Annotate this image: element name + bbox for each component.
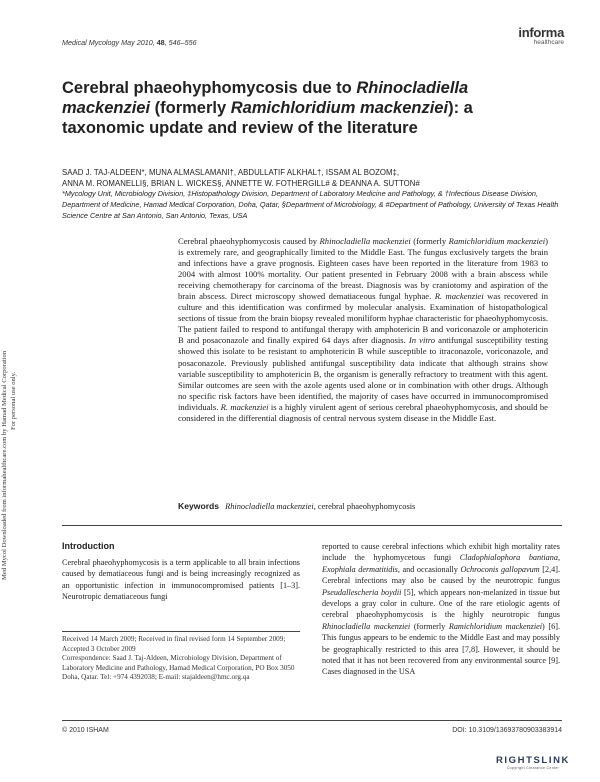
abstract — [178, 236, 548, 424]
article-title — [62, 78, 552, 138]
footnote-divider — [62, 631, 300, 632]
intro-italic: Pseudallescheria boydii — [322, 587, 402, 597]
publisher-brand: informa — [518, 25, 564, 40]
title-text: ): a taxonomic update and review of the literature — [62, 99, 473, 137]
journal-citation — [62, 38, 197, 47]
abstract-italic: R. mackenziei — [434, 291, 484, 302]
correspondence: Correspondence: Saad J. Taj-Aldeen, Microbiology Division, Department of Laboratory Medicine and Pathology, Hamad Medical Corporation, PO Box 3050 Doha, Qatar. Tel: +974 4392038; E-mail: stajaldeen@hmc.org.qa — [62, 654, 295, 682]
abstract-text: was recovered in culture and this identification was confirmed by molecular analysis. Examination of histopathological sections of tissue from the brain biopsy revealed moniliform hyphae characteristic for phaeohyphomycosis. The patient failed to respond to antifungal therapy with amphotericin B and voriconazole or amphotericin B and posaconazole and finally expired 64 days after diagnosis. — [178, 291, 548, 346]
title-text: Cerebral phaeohyphomycosis due to — [62, 79, 357, 97]
doi[interactable]: DOI: 10.3109/13693780903383914 — [452, 727, 562, 734]
copyright: © 2010 ISHAM — [62, 727, 109, 734]
abstract-italic: Ramichloridium mackenziei — [448, 236, 546, 246]
intro-text: [5], which appears non-melanized in tissue but develops a gray color in culture. One of the rare etiologic agents of cerebral phaeohyphomycosis is the highly neurotropic fungus — [322, 587, 560, 620]
keywords — [178, 501, 558, 511]
intro-text: , — [557, 553, 560, 563]
publisher-logo — [518, 26, 564, 47]
rightslink-text: RIGHTSLINK — [495, 755, 570, 766]
author-list — [62, 167, 562, 189]
abstract-italic: R. mackenziei — [220, 401, 269, 412]
abstract-text: (formerly — [410, 236, 449, 246]
authors-line: ANNA M. ROMANELLI§, BRIAN L. WICKES§, ANNETTE W. FOTHERGILL# & DEANNA A. SUTTON# — [62, 179, 420, 188]
section-heading-introduction: Introduction — [62, 541, 115, 551]
keyword-species: Rhinocladiella mackenziei — [225, 502, 314, 511]
intro-italic: Ochroconis gallopavum — [460, 564, 540, 574]
intro-text: ) [6]. This fungus appears to be endemic to the Middle East and may possibly be geographically restricted to this area [7,8]. However, it should be noted that it has not been recovered from any environmental source [9]. Cases diagnosed in the USA — [322, 621, 560, 677]
intro-italic: Ramichloridium mackenziei — [448, 621, 543, 631]
title-species: Rhinocladiella mackenziei — [62, 79, 469, 117]
rightslink-sub: Copyright Clearance Center — [506, 766, 560, 770]
abstract-italic: In vitro — [408, 335, 436, 346]
title-species-former: Ramichloridium mackenziei — [230, 99, 449, 117]
publisher-sub: healthcare — [533, 39, 564, 46]
intro-italic: Cladophialophora bantiana — [459, 553, 558, 563]
intro-text: reported to cause cerebral infections which exhibit high mortality rates include the hyphomycetous fungi — [322, 542, 560, 563]
affiliations: *Mycology Unit, Microbiology Division, ‡Histopathology Division, Department of Laboratory Medicine and Pathology, & †Infectious Disease Division, Department of Medicine, Hamad Medical Corporation, Doha, Qatar, §Department of Microbiology, & #Department of Pathology, University of Texas Health Science Centre at San Antonio, San Antonio, Texas, USA — [62, 189, 559, 220]
section-divider — [62, 525, 562, 526]
keywords-label: Keywords — [178, 501, 220, 511]
journal-volume: 48 — [156, 38, 165, 47]
intro-italic: Exophiala dermatitidis — [322, 564, 398, 574]
keyword-rest: , cerebral phaeohyphomycosis — [313, 502, 416, 511]
abstract-text: ) is extremely rare, and geographically limited to the Middle East. The fungus exclusively targets the brain and infections have a grave prognosis. Eighteen cases have been reported in the literature from 1983 to 2004 with almost 100% mortality. Our patient presented in February 2008 with a brain abscess while receiving chemotherapy for carcinoma of the breast. Diagnosis was by craniotomy and aspiration of the brain abscess. Direct microscopy showed dematiaceous fungal hyphae. — [178, 236, 548, 302]
journal-date: May 2010, — [121, 38, 155, 47]
journal-pages: , 546–556 — [164, 38, 197, 47]
intro-text: , and occasionally — [397, 564, 461, 574]
intro-column-right — [322, 541, 560, 678]
intro-italic: Rhinocladiella mackenziei — [322, 621, 411, 631]
abstract-text: is a highly virulent agent of serious cerebral phaeohyphomycosis, and should be considered in the differential diagnosis of central nervous system disease in the Middle East. — [178, 401, 548, 423]
authors-line: SAAD J. TAJ-ALDEEN*, MUNA ALMASLAMANI†, ABDULLATIF ALKHAL†, ISSAM AL BOZOM‡, — [62, 168, 400, 177]
abstract-italic: Rhinocladiella mackenziei — [319, 236, 411, 246]
abstract-text: Cerebral phaeohyphomycosis caused by — [178, 236, 320, 246]
received-dates: Received 14 March 2009; Received in final revised form 14 September 2009; Accepted 3 October 2009 — [62, 635, 286, 653]
rightslink-logo[interactable] — [496, 755, 570, 770]
journal-name: Medical Mycology — [62, 38, 120, 47]
title-text: (formerly — [150, 99, 231, 117]
abstract-text: antifungal susceptibility testing showed this isolate to be resistant to amphotericin B while susceptible to itraconazole, voriconazole, and posaconazole. Previously published antifungal susceptibility data indicate that although strains show variable susceptibility to amphotericin B, the organism is generally refractory to treatment with this agent. Similar outcomes are seen with the azole agents used alone or in combination with other drugs. Although no specific risk factors have been identified, the majority of cases have occurred in immunocompromised individuals. — [178, 335, 548, 412]
received-dates-block — [62, 635, 300, 683]
intro-column-left: Cerebral phaeohyphomycosis is a term applicable to all brain infections caused by dematiaceous fungi and is being increasingly recognized as an opportunistic infection in immunocompromised patients [1–3]. Neurotropic dematiaceous fungi — [62, 558, 300, 602]
watermark-line: Med Mycol Downloaded from informahealthcare.com by Hamad Medical Corporation — [1, 350, 8, 580]
intro-text: [2,4]. Cerebral infections may also be caused by the neurotropic fungus — [322, 564, 561, 586]
intro-text: (formerly — [410, 621, 449, 631]
download-watermark — [0, 220, 24, 580]
footer-divider — [62, 720, 562, 721]
watermark-line: For personal use only. — [10, 371, 17, 430]
